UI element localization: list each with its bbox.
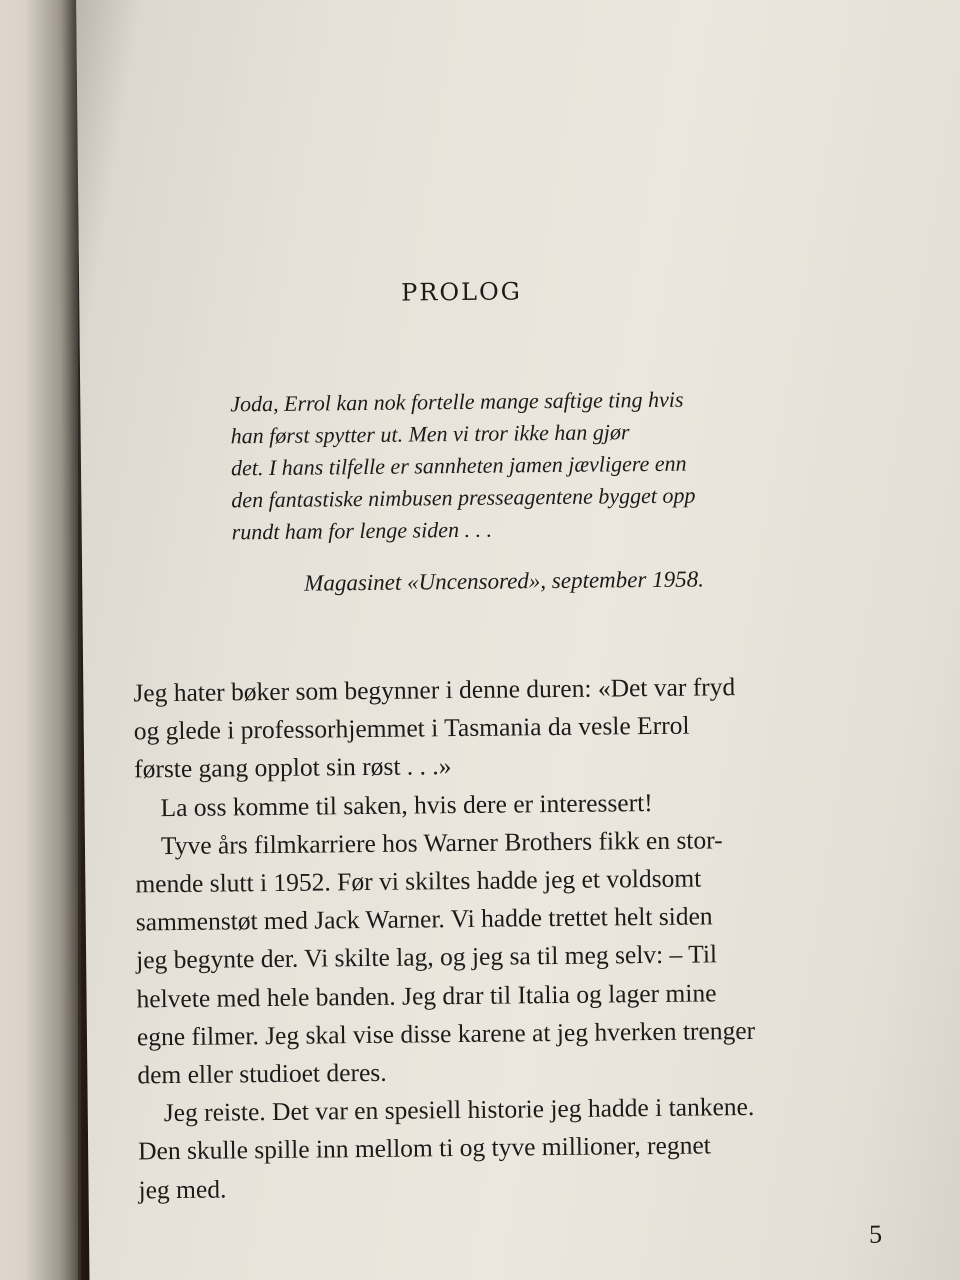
chapter-title: PROLOG <box>401 277 523 307</box>
body-line: jeg med. <box>138 1174 227 1205</box>
body-text <box>133 666 899 1209</box>
body-line: sammenstøt med Jack Warner. Vi hadde trettet helt siden <box>135 901 713 937</box>
body-line: Jeg hater bøker som begynner i denne duren: «Det var fryd <box>133 672 736 708</box>
body-line: dem eller studioet deres. <box>137 1057 387 1090</box>
epigraph-line: det. I hans tilfelle er sannheten jamen jævligere enn <box>230 450 687 481</box>
body-line: Den skulle spille inn mellom ti og tyve millioner, regnet <box>138 1130 711 1166</box>
left-page-edge <box>0 0 81 1280</box>
epigraph <box>230 381 892 548</box>
body-line: La oss komme til saken, hvis dere er interessert! <box>160 787 653 822</box>
epigraph-line: Joda, Errol kan nok fortelle mange saftige ting hvis <box>230 386 684 417</box>
body-line: mende slutt i 1952. Før vi skiltes hadde jeg et voldsomt <box>135 863 702 899</box>
body-line: egne filmer. Jeg skal vise disse karene at jeg hverken trenger <box>136 1015 756 1052</box>
epigraph-attribution: Magasinet «Uncensored», september 1958. <box>304 566 705 596</box>
page-number: 5 <box>868 1219 883 1249</box>
epigraph-line: han først spytter ut. Men vi tror ikke han gjør <box>230 419 630 449</box>
epigraph-line: rundt ham for lenge siden . . . <box>231 516 493 545</box>
book-page <box>76 0 960 1280</box>
body-line: og glede i professorhjemmet i Tasmania da vesle Errol <box>133 710 690 746</box>
body-line: helvete med hele banden. Jeg drar til Italia og lager mine <box>136 977 717 1014</box>
epigraph-line: den fantastiske nimbusen presseagentene bygget opp <box>231 482 696 513</box>
body-line: jeg begynte der. Vi skilte lag, og jeg sa til meg selv: – Til <box>136 939 718 975</box>
body-line: Tyve års filmkarriere hos Warner Brothers fikk en stor- <box>160 825 723 860</box>
body-line: første gang opplot sin røst . . .» <box>134 751 452 784</box>
body-line: Jeg reiste. Det var en spesiell historie jeg hadde i tankene. <box>163 1092 755 1128</box>
